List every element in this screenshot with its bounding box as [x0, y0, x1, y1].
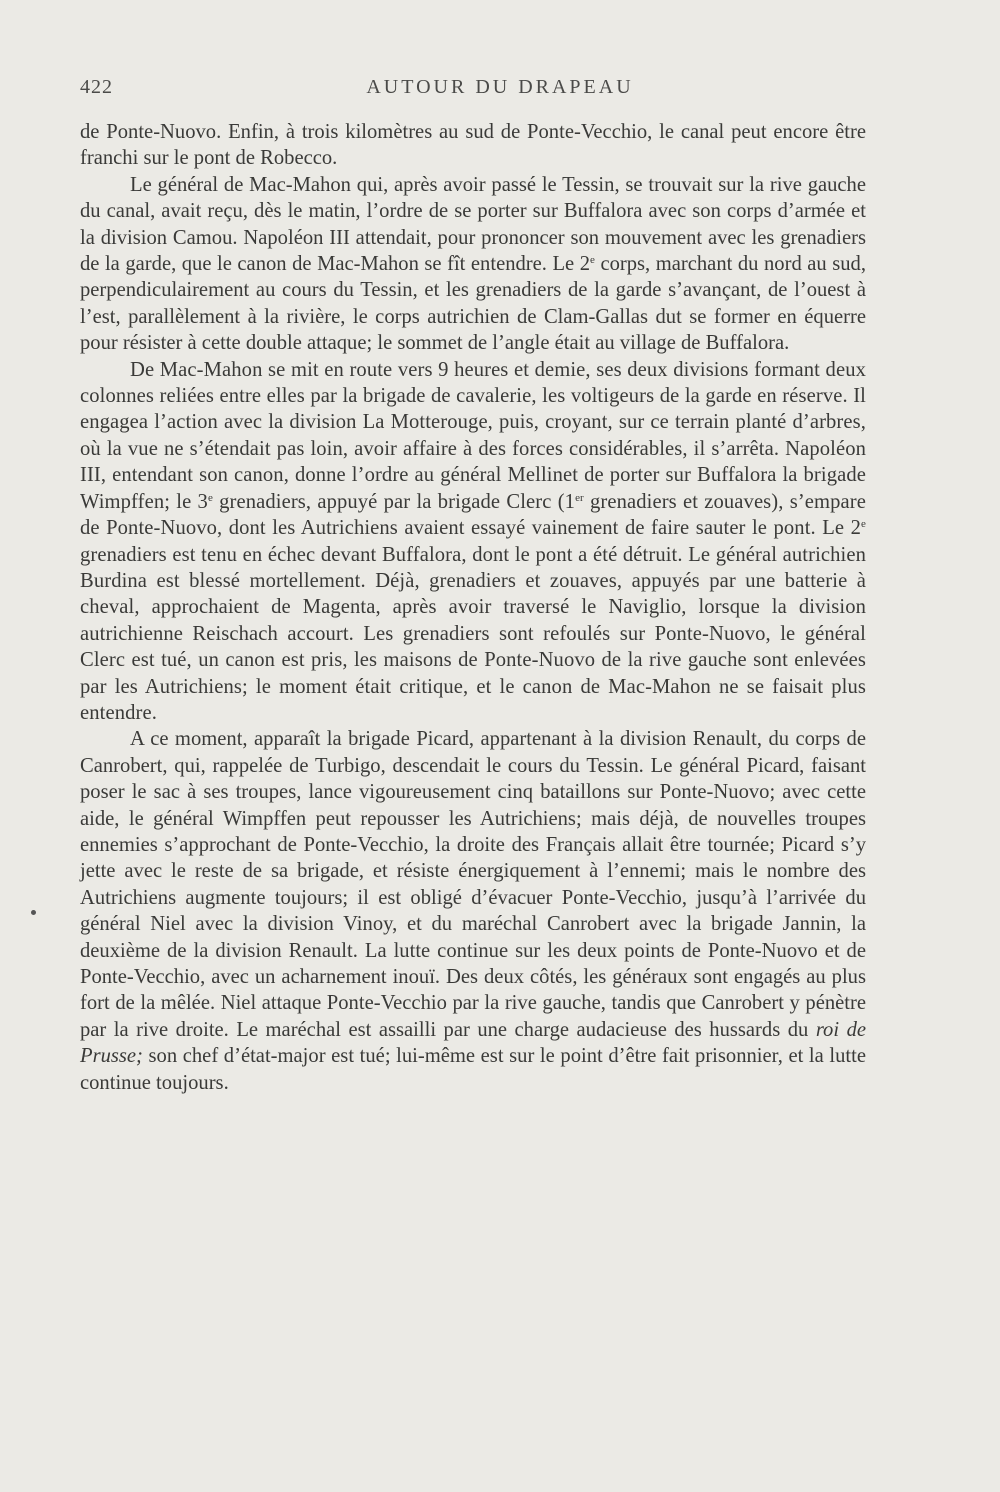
- running-title: AUTOUR DU DRAPEAU: [366, 76, 634, 98]
- text-run: grenadiers et zouaves), s’empare de Ponte-Nuovo, dont les Autrichiens avaient essayé vainement de faire sauter le pont. Le 2: [80, 490, 866, 540]
- margin-speck: [31, 910, 36, 915]
- paragraph-2: [80, 172, 866, 357]
- body-text: [80, 119, 866, 1096]
- paragraph-4: [80, 726, 866, 1096]
- text-run: De Mac-Mahon se mit en route vers 9 heures et demie, ses deux divisions formant deux colonnes reliées entre elles par la brigade de cavalerie, les voltigeurs de la garde en réserve. Il engagea l’action avec la division La Motterouge, puis, croyant, sur ce terrain planté d’arbres, où la vue ne s’étendait pas loin, avoir affaire à des forces considérables, il s’arrêta. Napoléon III, entendant son canon, donne l’ordre au général Mellinet de porter sur Buffalora la brigade Wimpffen; le 3: [80, 358, 866, 513]
- text-run: Le général de Mac-Mahon qui, après avoir passé le Tessin, se trouvait sur la rive gauche du canal, avait reçu, dès le matin, l’ordre de se porter sur Buffalora avec son corps d’armée et la division Camou. Napoléon III attendait, pour prononcer son mouvement avec les grenadiers de la garde, que le canon de Mac-Mahon se fît entendre. Le 2: [80, 173, 866, 276]
- superscript: e: [861, 518, 866, 531]
- superscript: er: [575, 491, 584, 504]
- italic-text: roi de Prusse;: [80, 1018, 867, 1068]
- text-run: son chef d’état-major est tué; lui-même est sur le point d’être fait prisonnier, et la lutte continue toujours.: [80, 1045, 866, 1094]
- page-header: [80, 76, 920, 106]
- paragraph-3: [80, 357, 866, 727]
- text-run: corps, marchant du nord au sud, perpendiculairement au cours du Tessin, et les grenadiers de la garde s’avançant, de l’ouest à l’est, parallèlement à la rivière, le corps autrichien de Clam-Gallas dut se former en équerre pour résister à cette double attaque; le sommet de l’angle était au village de Buffalora.: [80, 253, 866, 355]
- text-run: de Ponte-Nuovo. Enfin, à trois kilomètres au sud de Ponte-Vecchio, le canal peut encore être franchi sur le pont de Robecco.: [80, 121, 866, 170]
- text-run: grenadiers, appuyé par la brigade Clerc (1: [212, 490, 576, 513]
- superscript: e: [590, 254, 595, 267]
- text-run: A ce moment, apparaît la brigade Picard, appartenant à la division Renault, du corps de Canrobert, qui, rappelée de Turbigo, descendait le cours du Tessin. Le général Picard, faisant poser le sac à ses troupes, lance vigoureusement cinq bataillons sur Ponte-Nuovo; avec cette aide, le général Wimpffen peut repousser les Autrichiens; mais déjà, de nouvelles troupes ennemies s’approchant de Ponte-Vecchio, la droite des Français allait être tournée; Picard s’y jette avec le reste de sa brigade, et résiste énergiquement à l’ennemi; mais le nombre des Autrichiens augmente toujours; il est obligé d’évacuer Ponte-Vecchio, jusqu’à l’arrivée du général Niel avec la division Vinoy, et du maréchal Canrobert avec la brigade Jannin, la deuxième de la division Renault. La lutte continue sur les deux points de Ponte-Nuovo et de Ponte-Vecchio, avec un acharnement inouï. Des deux côtés, les généraux sont engagés au plus fort de la mêlée. Niel attaque Ponte-Vecchio par la rive gauche, tandis que Canrobert y pénètre par la rive droite. Le maréchal est assailli par une charge audacieuse des hussards du: [80, 728, 866, 1041]
- superscript: e: [207, 491, 213, 504]
- page-number: 422: [80, 76, 113, 98]
- text-run: grenadiers est tenu en échec devant Buffalora, dont le pont a été détruit. Le général autrichien Burdina est blessé mortellement. Déjà, grenadiers et zouaves, appuyés par une batterie à cheval, approchaient de Magenta, après avoir traversé le Naviglio, lorsque la division autrichienne Reischach accourt. Les grenadiers sont refoulés sur Ponte-Nuovo, le général Clerc est tué, un canon est pris, les maisons de Ponte-Nuovo de la rive gauche sont enlevées par les Autrichiens; le moment était critique, et le canon de Mac-Mahon ne se faisait plus entendre.: [80, 543, 866, 724]
- paragraph-1: [80, 119, 866, 172]
